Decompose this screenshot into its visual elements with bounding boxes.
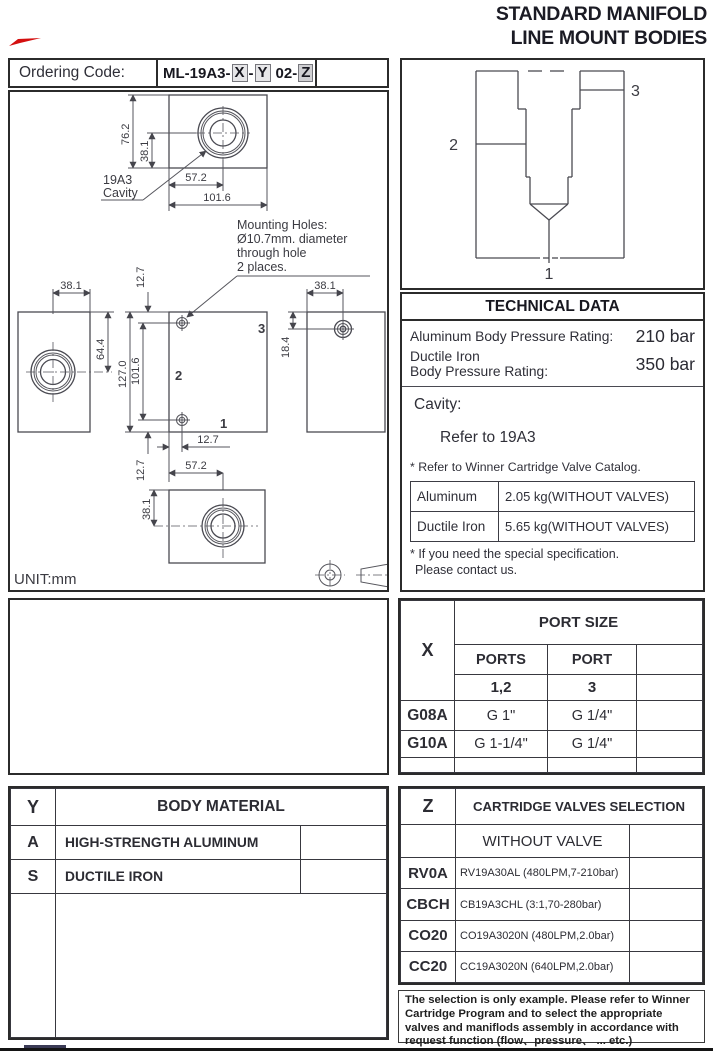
- empty-cell: [11, 894, 56, 1038]
- dim-57-2-bottom: 57.2: [185, 460, 207, 472]
- dimension-drawing: [10, 92, 387, 590]
- port-size-title: PORT SIZE: [455, 601, 703, 645]
- valve-description: RV19A30AL (480LPM,7-210bar): [456, 858, 630, 889]
- table-row: [401, 789, 703, 825]
- table-row: [411, 482, 695, 512]
- table-row: [401, 858, 703, 889]
- unit-label: UNIT:mm: [14, 571, 77, 588]
- empty-box: [8, 598, 389, 775]
- port-size-col-x: X: [401, 601, 455, 701]
- empty-cell: [548, 758, 637, 773]
- cavity-schematic-panel: [400, 58, 705, 290]
- table-row: [401, 701, 703, 731]
- code-option-x: X: [232, 64, 248, 82]
- empty-cell: [637, 758, 703, 773]
- technical-data-panel: [400, 292, 705, 592]
- iron-pressure-label: [410, 349, 548, 379]
- empty-cell: [630, 889, 703, 920]
- material-code: A: [11, 826, 56, 860]
- code-option-z: Z: [298, 64, 313, 82]
- dim-127-0: 127.0: [117, 360, 129, 388]
- front-view-body: [169, 312, 267, 432]
- table-row: [411, 512, 695, 542]
- port-3-label: 3: [258, 321, 266, 336]
- empty-cell: [630, 825, 703, 858]
- cartridge-col-z: Z: [401, 789, 456, 825]
- mounting-note-line1: Mounting Holes:: [237, 218, 328, 232]
- cavity-footnote: * Refer to Winner Cartridge Valve Catalog.: [410, 460, 641, 474]
- dim-57-2-top: 57.2: [185, 172, 207, 184]
- port-size-port3: G 1/4": [548, 731, 637, 758]
- port-size-port3: G 1/4": [548, 701, 637, 731]
- valve-code: CBCH: [401, 889, 456, 920]
- port-header: PORT: [548, 645, 637, 675]
- table-row: [11, 860, 387, 894]
- code-mid: 02-: [275, 64, 298, 82]
- body-material-table: [10, 788, 387, 1038]
- ports-header: PORTS: [455, 645, 548, 675]
- table-row: [401, 825, 703, 858]
- dim-76-2: 76.2: [120, 123, 132, 145]
- page-title-line2: LINE MOUNT BODIES: [510, 26, 707, 49]
- empty-cell: [630, 920, 703, 951]
- mounting-note-line4: 2 places.: [237, 260, 288, 274]
- weight-material: Aluminum: [411, 482, 499, 512]
- empty-cell: [455, 758, 548, 773]
- empty-cell: [637, 731, 703, 758]
- schematic-port-1: 1: [544, 266, 554, 283]
- dimension-drawing-panel: [8, 90, 389, 592]
- dim-101-6-front: 101.6: [130, 357, 142, 385]
- dim-38-1-right: 38.1: [314, 280, 336, 292]
- ordering-code-box: [8, 58, 389, 88]
- aluminum-pressure-value: 210 bar: [635, 326, 695, 346]
- cavity-callout-line2: Cavity: [103, 186, 138, 200]
- empty-cell: [401, 825, 456, 858]
- cavity-callout-line1: 19A3: [103, 173, 133, 187]
- special-spec-note-line2: Please contact us.: [415, 562, 518, 577]
- empty-cell: [630, 951, 703, 982]
- table-row: [401, 758, 703, 773]
- projection-symbol-icon: [315, 560, 387, 590]
- code-dash: -: [248, 64, 254, 82]
- body-material-col-y: Y: [11, 789, 56, 826]
- port-size-code: G10A: [401, 731, 455, 758]
- brand-logo-swoosh-icon: [8, 36, 42, 50]
- iron-pressure-label-line2: Body Pressure Rating:: [410, 364, 549, 379]
- bottom-view-body: [169, 490, 265, 563]
- weight-value: 2.05 kg(WITHOUT VALVES): [499, 482, 695, 512]
- dim-101-6-top: 101.6: [203, 192, 231, 204]
- material-code: S: [11, 860, 56, 894]
- port-size-table: [400, 600, 703, 773]
- dim-18-4: 18.4: [280, 336, 292, 358]
- empty-cell: [56, 894, 387, 1038]
- without-valve-option: WITHOUT VALVE: [456, 825, 630, 858]
- empty-cell: [401, 758, 455, 773]
- table-row: [401, 920, 703, 951]
- valve-description: CB19A3CHL (3:1,70-280bar): [456, 889, 630, 920]
- cartridge-title: CARTRIDGE VALVES SELECTION: [456, 789, 703, 825]
- empty-cell: [637, 675, 703, 701]
- cartridge-valves-table: [400, 788, 703, 983]
- table-row: [11, 826, 387, 860]
- empty-cell: [630, 858, 703, 889]
- code-option-y: Y: [255, 64, 271, 82]
- cavity-schematic: [402, 60, 703, 288]
- table-row: [11, 789, 387, 826]
- mounting-note-line3: through hole: [237, 246, 307, 260]
- port-size-code: G08A: [401, 701, 455, 731]
- valve-description: CO19A3020N (480LPM,2.0bar): [456, 920, 630, 951]
- material-label: DUCTILE IRON: [56, 860, 301, 894]
- port-size-ports12: G 1": [455, 701, 548, 731]
- page-edge-line: [0, 1048, 713, 1051]
- dim-12-7-bottom-left: 12.7: [135, 459, 147, 481]
- cavity-value: Refer to 19A3: [440, 429, 536, 446]
- valve-description: CC19A3020N (640LPM,2.0bar): [456, 951, 630, 982]
- iron-pressure-label-line1: Ductile Iron: [410, 349, 480, 364]
- mounting-note-line2: Ø10.7mm. diameter: [237, 232, 348, 246]
- port-2-label: 2: [175, 368, 183, 383]
- body-material-panel: [8, 786, 389, 1040]
- dim-64-4: 64.4: [95, 338, 107, 360]
- empty-cell: [301, 826, 387, 860]
- aluminum-pressure-label: Aluminum Body Pressure Rating:: [410, 329, 614, 344]
- divider: [315, 60, 317, 86]
- schematic-port-3: 3: [631, 83, 640, 100]
- valve-code: CO20: [401, 920, 456, 951]
- dim-38-1-bottom: 38.1: [141, 498, 153, 520]
- weight-table: [410, 481, 695, 542]
- empty-cell: [637, 701, 703, 731]
- cartridge-valves-panel: [398, 786, 705, 985]
- schematic-port-2: 2: [449, 137, 458, 154]
- port-1-label: 1: [220, 416, 228, 431]
- page-title-line1: STANDARD MANIFOLD: [495, 3, 707, 25]
- table-row: [401, 951, 703, 982]
- special-spec-note-line1: * If you need the special specification.: [410, 547, 620, 561]
- cavity-label: Cavity:: [414, 396, 462, 413]
- body-material-title: BODY MATERIAL: [56, 789, 387, 826]
- dim-38-1-left: 38.1: [60, 280, 82, 292]
- divider: [402, 386, 703, 387]
- port-size-panel: [398, 598, 705, 775]
- weight-value: 5.65 kg(WITHOUT VALVES): [499, 512, 695, 542]
- table-row: [11, 894, 387, 1038]
- iron-pressure-value: 350 bar: [635, 353, 695, 374]
- port-size-ports12: G 1-1/4": [455, 731, 548, 758]
- dim-12-7-top: 12.7: [135, 266, 147, 288]
- table-row: [401, 889, 703, 920]
- code-prefix: ML-19A3-: [163, 64, 231, 82]
- table-row: [401, 601, 703, 645]
- selection-note: The selection is only example. Please refer to Winner Cartridge Program and to select the appropriate valves and maniflods assembly in accordance with request function (flow、pressure、 ... etc.): [398, 990, 705, 1043]
- table-row: [401, 731, 703, 758]
- page-title: [496, 3, 707, 51]
- ports-sub-header: 1,2: [455, 675, 548, 701]
- port-sub-header: 3: [548, 675, 637, 701]
- dim-38-1-top: 38.1: [139, 140, 151, 162]
- dim-12-7-horizontal: 12.7: [197, 434, 219, 446]
- valve-code: RV0A: [401, 858, 456, 889]
- ordering-code-value: [158, 60, 315, 86]
- ordering-code-label: Ordering Code:: [19, 64, 125, 81]
- weight-material: Ductile Iron: [411, 512, 499, 542]
- technical-data-title: TECHNICAL DATA: [402, 294, 703, 321]
- material-label: HIGH-STRENGTH ALUMINUM: [56, 826, 301, 860]
- empty-cell: [637, 645, 703, 675]
- valve-code: CC20: [401, 951, 456, 982]
- empty-cell: [301, 860, 387, 894]
